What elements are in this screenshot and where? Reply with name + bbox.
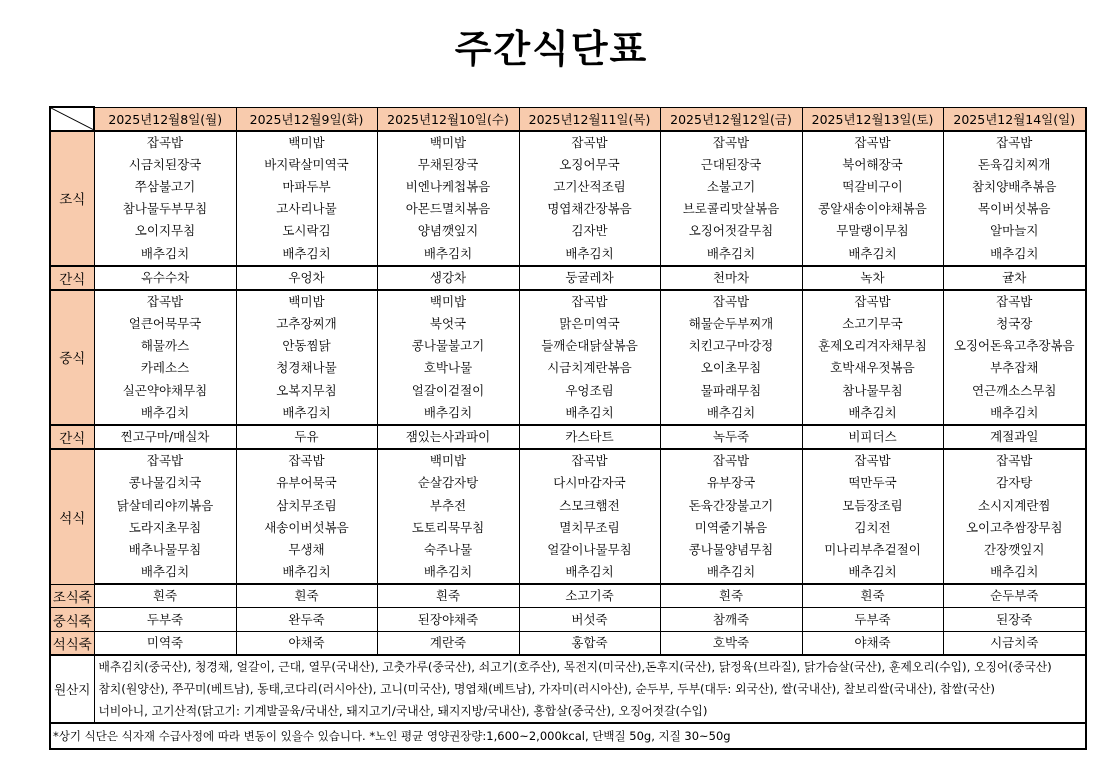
menu-item: 물파래무침 [660, 380, 802, 402]
menu-item: 카레소스 [94, 357, 236, 379]
menu-item: 천마차 [660, 266, 802, 290]
menu-item: 백미밥 [377, 131, 519, 154]
menu-item: 비엔나케첩볶음 [377, 176, 519, 198]
menu-item: 미역죽 [94, 631, 236, 655]
menu-item: 두유 [236, 425, 377, 449]
menu-item: 배추김치 [519, 561, 660, 584]
menu-item: 유부장국 [660, 472, 802, 494]
menu-item: 잡곡밥 [660, 449, 802, 472]
day-header: 2025년12월11일(목) [519, 107, 660, 131]
menu-item: 콩나물양념무침 [660, 539, 802, 561]
menu-item: 백미밥 [236, 131, 377, 154]
menu-item: 계절과일 [943, 425, 1086, 449]
menu-item: 오복지무침 [236, 380, 377, 402]
menu-item: 스모크햄전 [519, 495, 660, 517]
menu-item: 잡곡밥 [519, 290, 660, 313]
menu-item: 순살감자탕 [377, 472, 519, 494]
menu-item: 잡곡밥 [94, 290, 236, 313]
porridge-lunch-label: 중식죽 [50, 608, 94, 631]
menu-item: 우엉조림 [519, 380, 660, 402]
menu-item: 녹두죽 [660, 425, 802, 449]
menu-item: 돈육간장불고기 [660, 495, 802, 517]
menu-item: 흰죽 [94, 584, 236, 608]
dinner-row [50, 495, 1086, 517]
menu-item: 부추전 [377, 495, 519, 517]
menu-item: 시금치계란볶음 [519, 357, 660, 379]
menu-item: 배추김치 [943, 561, 1086, 584]
header-row [50, 107, 1086, 131]
menu-item: 잡곡밥 [802, 449, 943, 472]
menu-item: 순두부죽 [943, 584, 1086, 608]
menu-item: 새송이버섯볶음 [236, 517, 377, 539]
menu-item: 부추잡채 [943, 357, 1086, 379]
corner-cell [50, 107, 94, 131]
menu-item: 명엽채간장볶음 [519, 198, 660, 220]
menu-item: 콩나물불고기 [377, 335, 519, 357]
menu-item: 고추장찌개 [236, 313, 377, 335]
lunch-row [50, 357, 1086, 379]
breakfast-row [50, 198, 1086, 220]
menu-item: 안동찜닭 [236, 335, 377, 357]
menu-item: 된장야채죽 [377, 608, 519, 631]
dinner-row [50, 539, 1086, 561]
menu-item: 카스타트 [519, 425, 660, 449]
lunch-label: 중식 [50, 290, 94, 425]
menu-item: 잡곡밥 [943, 449, 1086, 472]
menu-item: 해물순두부찌개 [660, 313, 802, 335]
day-header: 2025년12월9일(화) [236, 107, 377, 131]
breakfast-label: 조식 [50, 131, 94, 266]
menu-item: 배추김치 [943, 402, 1086, 425]
menu-item: 오이고추쌈장무침 [943, 517, 1086, 539]
menu-item: 도라지초무침 [94, 517, 236, 539]
menu-item: 콩알새송이야채볶음 [802, 198, 943, 220]
menu-item: 버섯죽 [519, 608, 660, 631]
menu-item: 백미밥 [377, 290, 519, 313]
menu-item: 잡곡밥 [94, 131, 236, 154]
menu-item: 참치양배추볶음 [943, 176, 1086, 198]
menu-item: 오징어젓갈무침 [660, 220, 802, 242]
menu-item: 감자탕 [943, 472, 1086, 494]
menu-item: 돈육김치찌개 [943, 154, 1086, 176]
menu-item: 알마늘지 [943, 220, 1086, 242]
menu-item: 계란죽 [377, 631, 519, 655]
origin-row [50, 700, 1086, 723]
porridge-dinner-label: 석식죽 [50, 631, 94, 655]
lunch-row [50, 402, 1086, 425]
menu-item: 배추김치 [236, 242, 377, 265]
porridge-dinner-row [50, 631, 1086, 655]
day-header: 2025년12월13일(토) [802, 107, 943, 131]
menu-item: 녹차 [802, 266, 943, 290]
dinner-row [50, 517, 1086, 539]
menu-item: 배추김치 [802, 402, 943, 425]
menu-item: 잡곡밥 [236, 449, 377, 472]
day-header: 2025년12월14일(일) [943, 107, 1086, 131]
menu-item: 소불고기 [660, 176, 802, 198]
menu-item: 얼갈이겉절이 [377, 380, 519, 402]
menu-item: 해물까스 [94, 335, 236, 357]
dinner-label: 석식 [50, 449, 94, 584]
breakfast-row [50, 131, 1086, 154]
menu-item: 백미밥 [236, 290, 377, 313]
menu-item: 배추김치 [236, 402, 377, 425]
menu-item: 고기산적조림 [519, 176, 660, 198]
note-row [50, 723, 1086, 749]
menu-item: 소시지계란찜 [943, 495, 1086, 517]
snack1-label: 간식 [50, 266, 94, 290]
menu-item: 배추김치 [94, 561, 236, 584]
menu-item: 얼큰어묵무국 [94, 313, 236, 335]
menu-item: 잡곡밥 [660, 131, 802, 154]
menu-item: 흰죽 [802, 584, 943, 608]
page-title: 주간식단표 [454, 27, 649, 71]
menu-item: 청경채나물 [236, 357, 377, 379]
menu-item: 잡곡밥 [519, 449, 660, 472]
snack2-row [50, 425, 1086, 449]
menu-item: 삼치무조림 [236, 495, 377, 517]
menu-item: 닭살데리야끼볶음 [94, 495, 236, 517]
menu-item: 소고기무국 [802, 313, 943, 335]
menu-item: 호박나물 [377, 357, 519, 379]
menu-item: 배추김치 [802, 242, 943, 265]
origin-text: 배추김치(중국산), 청경채, 얼갈이, 근대, 열무(국내산), 고춧가루(중국산), 쇠고기(호주산), 목전지(미국산),돈후지(국산), 닭정육(브라질), 닭가슴살(국산), 훈제오리(수입), 오징어(중국산) [94, 655, 1086, 678]
menu-item: 실곤약야채무침 [94, 380, 236, 402]
menu-item: 치킨고구마강정 [660, 335, 802, 357]
menu-item: 완두죽 [236, 608, 377, 631]
menu-item: 도토리묵무침 [377, 517, 519, 539]
menu-item: 시금치된장국 [94, 154, 236, 176]
menu-item: 간장깻잎지 [943, 539, 1086, 561]
menu-item: 모듬장조림 [802, 495, 943, 517]
menu-item: 흰죽 [377, 584, 519, 608]
menu-item: 시금치죽 [943, 631, 1086, 655]
menu-item: 오이지무침 [94, 220, 236, 242]
menu-item: 호박죽 [660, 631, 802, 655]
menu-item: 훈제오리겨자채무침 [802, 335, 943, 357]
breakfast-row [50, 176, 1086, 198]
menu-item: 잼있는사과파이 [377, 425, 519, 449]
menu-item: 미나리부추겉절이 [802, 539, 943, 561]
menu-item: 잡곡밥 [94, 449, 236, 472]
menu-item: 무채된장국 [377, 154, 519, 176]
menu-item: 유부어묵국 [236, 472, 377, 494]
menu-item: 둥굴레차 [519, 266, 660, 290]
menu-item: 찐고구마/매실차 [94, 425, 236, 449]
diagonal-line-icon [51, 108, 93, 130]
menu-item: 들깨순대닭살볶음 [519, 335, 660, 357]
menu-item: 야채죽 [802, 631, 943, 655]
menu-item: 배추김치 [943, 242, 1086, 265]
menu-item: 배추김치 [377, 242, 519, 265]
day-header: 2025년12월12일(금) [660, 107, 802, 131]
menu-item: 잡곡밥 [802, 131, 943, 154]
menu-item: 백미밥 [377, 449, 519, 472]
menu-item: 바지락살미역국 [236, 154, 377, 176]
menu-item: 오이초무침 [660, 357, 802, 379]
menu-item: 참나물무침 [802, 380, 943, 402]
menu-item: 호박새우젓볶음 [802, 357, 943, 379]
origin-row [50, 655, 1086, 678]
day-header: 2025년12월8일(월) [94, 107, 236, 131]
menu-item: 근대된장국 [660, 154, 802, 176]
menu-item: 얼갈이나물무침 [519, 539, 660, 561]
menu-item: 흰죽 [236, 584, 377, 608]
lunch-row [50, 380, 1086, 402]
origin-text: 참치(원양산), 쭈꾸미(베트남), 동태,코다리(러시아산), 고니(미국산), 명엽채(베트남), 가자미(러시아산), 순두부, 두부(대두: 외국산), 쌀(국내산), 찰보리쌀(국내산), 찹쌀(국산) [94, 678, 1086, 700]
weekly-menu-table [49, 106, 1087, 750]
menu-item: 배추김치 [377, 402, 519, 425]
menu-item: 미역줄기볶음 [660, 517, 802, 539]
breakfast-row [50, 220, 1086, 242]
menu-item: 배추나물무침 [94, 539, 236, 561]
menu-item: 북어해장국 [802, 154, 943, 176]
dinner-row [50, 449, 1086, 472]
menu-item: 잡곡밥 [943, 290, 1086, 313]
menu-item: 무말랭이무침 [802, 220, 943, 242]
menu-item: 두부죽 [94, 608, 236, 631]
menu-item: 배추김치 [660, 402, 802, 425]
menu-item: 콩나물김치국 [94, 472, 236, 494]
menu-item: 잡곡밥 [943, 131, 1086, 154]
menu-item: 무생채 [236, 539, 377, 561]
menu-item: 배추김치 [94, 242, 236, 265]
origin-row [50, 678, 1086, 700]
menu-item: 맑은미역국 [519, 313, 660, 335]
lunch-row [50, 313, 1086, 335]
snack2-label: 간식 [50, 425, 94, 449]
breakfast-row [50, 154, 1086, 176]
menu-item: 쭈삼불고기 [94, 176, 236, 198]
menu-item: 두부죽 [802, 608, 943, 631]
menu-item: 아몬드멸치볶음 [377, 198, 519, 220]
menu-item: 오징어무국 [519, 154, 660, 176]
menu-item: 생강차 [377, 266, 519, 290]
menu-item: 참나물두부무침 [94, 198, 236, 220]
snack1-row [50, 266, 1086, 290]
menu-item: 귤차 [943, 266, 1086, 290]
menu-item: 참깨죽 [660, 608, 802, 631]
dinner-row [50, 561, 1086, 584]
porridge-lunch-row [50, 608, 1086, 631]
lunch-row [50, 335, 1086, 357]
menu-item: 홍합죽 [519, 631, 660, 655]
menu-item: 김자반 [519, 220, 660, 242]
origin-text: 너비아니, 고기산적(닭고기: 기계발골육/국내산, 돼지고기/국내산, 돼지지방/국내산), 홍합살(중국산), 오징어젓갈(수입) [94, 700, 1086, 723]
menu-item: 떡갈비구이 [802, 176, 943, 198]
menu-item: 청국장 [943, 313, 1086, 335]
menu-item: 떡만두국 [802, 472, 943, 494]
menu-item: 잡곡밥 [519, 131, 660, 154]
menu-item: 잡곡밥 [660, 290, 802, 313]
lunch-row [50, 290, 1086, 313]
menu-item: 잡곡밥 [802, 290, 943, 313]
dinner-row [50, 472, 1086, 494]
menu-item: 배추김치 [236, 561, 377, 584]
porridge-breakfast-label: 조식죽 [50, 584, 94, 608]
menu-item: 숙주나물 [377, 539, 519, 561]
menu-item: 북엇국 [377, 313, 519, 335]
menu-item: 다시마감자국 [519, 472, 660, 494]
menu-item: 고사리나물 [236, 198, 377, 220]
menu-item: 소고기죽 [519, 584, 660, 608]
menu-item: 옥수수차 [94, 266, 236, 290]
menu-item: 흰죽 [660, 584, 802, 608]
menu-item: 오징어돈육고추장볶음 [943, 335, 1086, 357]
menu-item: 배추김치 [660, 561, 802, 584]
menu-item: 브로콜리맛살볶음 [660, 198, 802, 220]
menu-item: 배추김치 [519, 402, 660, 425]
menu-item: 우엉차 [236, 266, 377, 290]
breakfast-row [50, 242, 1086, 265]
menu-item: 연근깨소스무침 [943, 380, 1086, 402]
footnote: *상기 식단은 식자재 수급사정에 따라 변동이 있을수 있습니다. *노인 평균 영양권장량:1,600~2,000kcal, 단백질 50g, 지질 30~50g [50, 723, 1086, 749]
menu-item: 김치전 [802, 517, 943, 539]
menu-item: 목이버섯볶음 [943, 198, 1086, 220]
menu-item: 배추김치 [94, 402, 236, 425]
menu-item: 배추김치 [519, 242, 660, 265]
origin-label: 원산지 [50, 655, 94, 723]
menu-item: 야채죽 [236, 631, 377, 655]
menu-item: 된장죽 [943, 608, 1086, 631]
menu-item: 멸치무조림 [519, 517, 660, 539]
menu-item: 도시락김 [236, 220, 377, 242]
menu-item: 배추김치 [660, 242, 802, 265]
menu-item: 양념깻잎지 [377, 220, 519, 242]
menu-item: 비피더스 [802, 425, 943, 449]
day-header: 2025년12월10일(수) [377, 107, 519, 131]
menu-item: 배추김치 [377, 561, 519, 584]
porridge-breakfast-row [50, 584, 1086, 608]
menu-item: 마파두부 [236, 176, 377, 198]
menu-item: 배추김치 [802, 561, 943, 584]
